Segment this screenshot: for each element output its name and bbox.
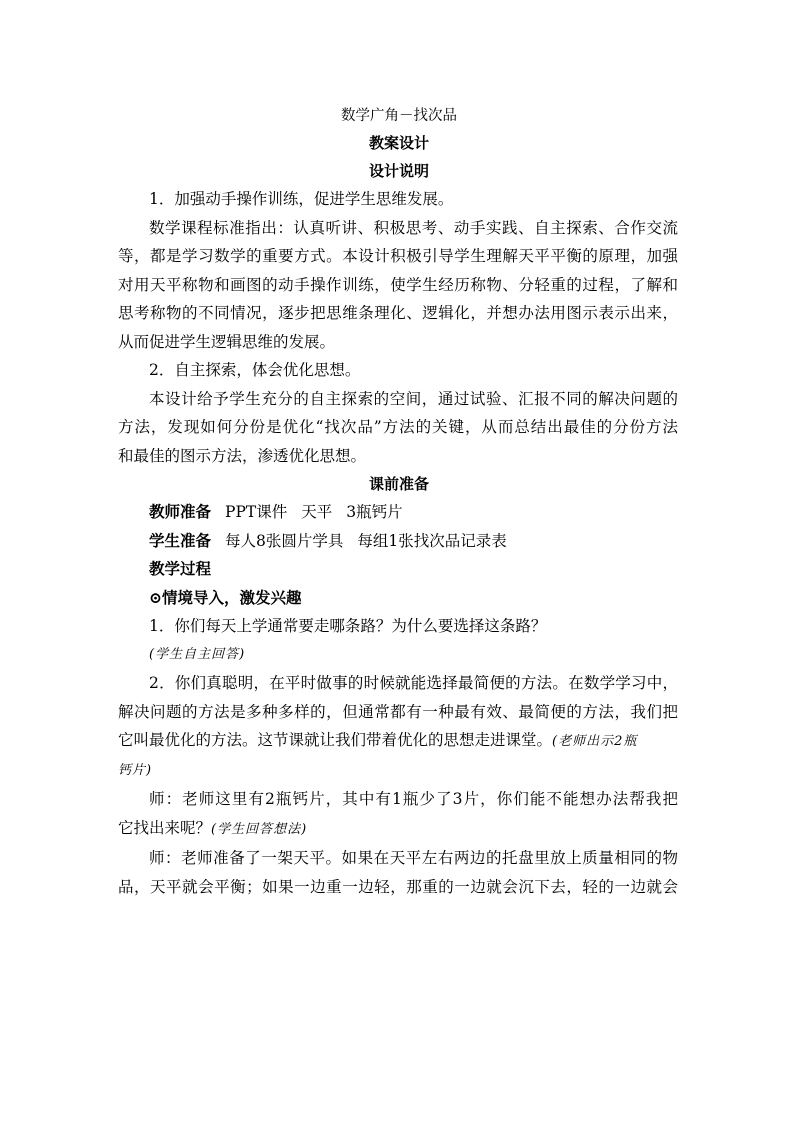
teacher-prep-item: 天平	[301, 503, 333, 521]
teacher-speech-1-text: 它找出来呢？	[118, 818, 212, 837]
student-prep-item: 每组1张找次品记录表	[357, 531, 507, 550]
question-1-note: (学生自主回答)	[149, 646, 246, 662]
lesson-plan-heading: 教案设计	[368, 134, 429, 152]
student-prep-row	[118, 527, 678, 556]
section-2-title: 2．自主探索，体会优化思想。	[149, 361, 361, 379]
teacher-speech-2-line: 师：老师准备了一架天平。如果在天平左右两边的托盘里放上质量相同的物	[149, 849, 678, 867]
section-1-line: 对用天平称物和画图的动手操作训练，使学生经历称物、分轻重的过程，了解和	[118, 275, 678, 294]
question-2-line: 解决问题的方法是多种多样的，但通常都有一种最有效、最简便的方法，我们把	[118, 702, 678, 721]
section-2-line: 方法，发现如何分份是优化“找次品”方法的关键，从而总结出最佳的分份方法	[118, 418, 678, 436]
teacher-speech-1-line: 师：老师这里有2瓶钙片，其中有1瓶少了3片，你们能不能想办法帮我把	[149, 790, 678, 808]
section-1-line: 数学课程标准指出：认真听讲、积极思考、动手实践、自主探索、合作交流	[149, 218, 678, 237]
section-2-line: 本设计给予学生充分的自主探索的空间，通过试验、汇报不同的解决问题的	[149, 389, 678, 408]
section-1-title: 1．加强动手操作训练，促进学生思维发展。	[149, 190, 454, 208]
teacher-prep-row	[118, 498, 678, 527]
teacher-prep-item: 3瓶钙片	[346, 503, 403, 521]
teaching-process-heading: 教学过程	[149, 559, 212, 578]
section-1-line: 思考称物的不同情况，逐步把思维条理化、逻辑化，并想办法用图示表示出来，	[118, 304, 678, 322]
design-notes-heading: 设计说明	[368, 162, 429, 180]
section-1-line: 等，都是学习数学的重要方式。本设计积极引导学生理解天平平衡的原理，加强	[118, 247, 678, 265]
section-2-line: 和最佳的图示方法，渗透优化思想。	[118, 446, 367, 465]
teacher-prep-item: PPT课件	[225, 503, 288, 521]
teacher-prep-label: 教师准备	[149, 502, 212, 521]
teacher-speech-2-line: 品，天平就会平衡；如果一边重一边轻，那重的一边就会沉下去，轻的一边就会	[118, 877, 678, 896]
student-prep-item: 每人8张圆片学具	[225, 531, 344, 550]
question-1: 1．你们每天上学通常要走哪条路？为什么要选择这条路？	[149, 617, 547, 635]
question-2-line-with-note	[118, 726, 678, 757]
student-prep-label: 学生准备	[149, 530, 212, 550]
question-2-note: (老师出示2瓶	[552, 734, 638, 749]
question-2-note-continued: 钙片)	[118, 762, 153, 778]
question-2-text: 它叫最优化的方法。这节课就让我们带着优化的思想走进课堂。	[118, 731, 553, 749]
question-2-line: 2．你们真聪明，在平时做事的时候就能选择最简便的方法。在数学学习中，	[149, 674, 678, 692]
document-body	[118, 103, 678, 901]
teacher-speech-1-note: (学生回答想法)	[211, 821, 308, 837]
document-title: 数学广角－找次品	[341, 108, 457, 124]
step-1-title: ⊙情境导入，激发兴趣	[149, 587, 302, 607]
pre-class-prep-heading: 课前准备	[368, 475, 429, 493]
section-1-line: 从而促进学生逻辑思维的发展。	[118, 332, 336, 351]
teacher-speech-1-line-with-note	[118, 814, 678, 845]
